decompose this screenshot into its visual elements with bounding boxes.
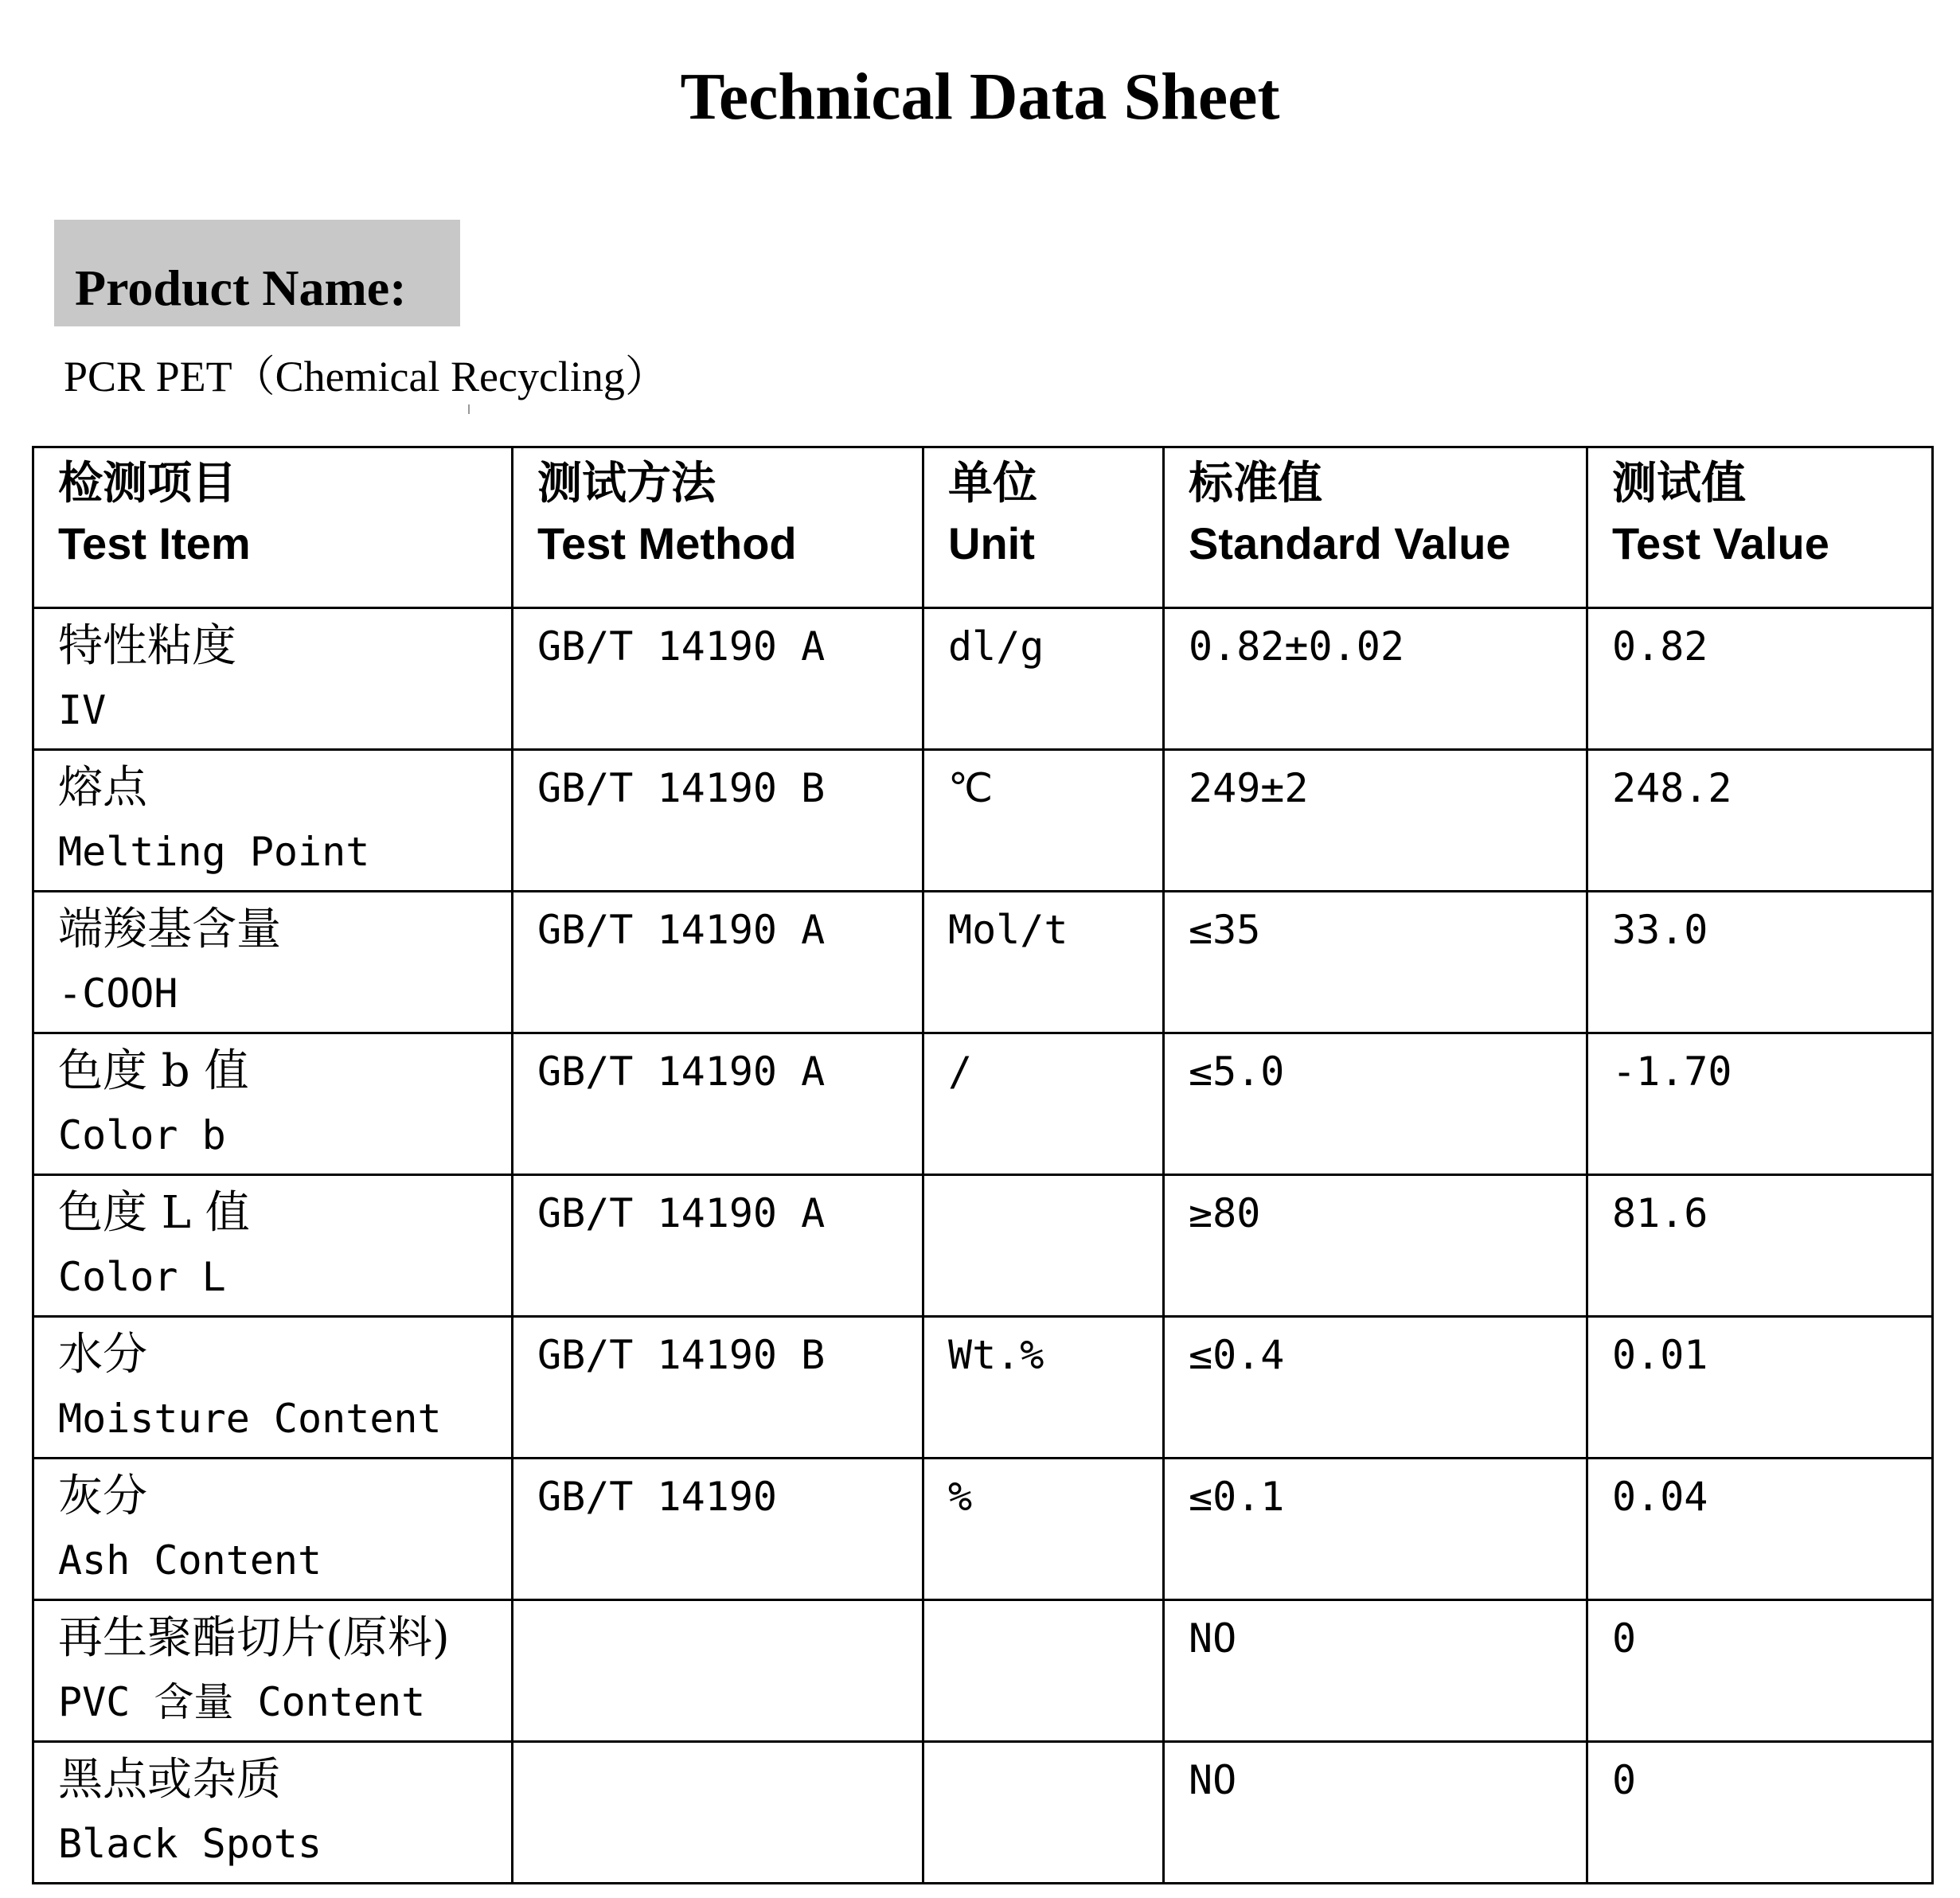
method-value: GB/T 14190 B	[537, 765, 826, 811]
table-header-row	[33, 447, 1933, 608]
cell-standard-value	[1164, 1742, 1587, 1884]
cell-test-item	[33, 1600, 513, 1742]
header-cn-label: 单位	[948, 458, 1037, 510]
cell-test-method	[513, 1317, 923, 1459]
header-en-label: Standard Value	[1189, 518, 1511, 568]
item-cn-label: 色度 L 值	[58, 1187, 250, 1239]
cell-test-value	[1587, 1317, 1933, 1459]
cell-standard-value	[1164, 750, 1587, 892]
cell-test-item	[33, 1459, 513, 1600]
header-test-item	[33, 447, 513, 608]
cell-test-value	[1587, 1033, 1933, 1175]
cell-unit	[923, 1317, 1164, 1459]
unit-value: Mol/t	[948, 907, 1068, 953]
standard-value: ≤35	[1189, 907, 1261, 953]
page-title: Technical Data Sheet	[680, 60, 1280, 134]
header-cn-label: 标准值	[1189, 458, 1322, 510]
cell-unit	[923, 1742, 1164, 1884]
item-en-label: Black Spots	[58, 1821, 322, 1867]
test-value: 0	[1612, 1615, 1637, 1662]
header-en-label: Test Item	[58, 518, 251, 568]
cell-unit	[923, 1175, 1164, 1317]
table-row	[33, 1317, 1933, 1459]
header-cn-label: 测试值	[1612, 458, 1746, 510]
method-value: GB/T 14190 A	[537, 623, 826, 670]
cell-test-value	[1587, 1742, 1933, 1884]
standard-value: ≤0.1	[1189, 1474, 1285, 1520]
cell-test-item	[33, 608, 513, 750]
method-value: GB/T 14190 A	[537, 907, 826, 953]
test-value: 33.0	[1612, 907, 1708, 953]
item-en-label: -COOH	[58, 970, 178, 1017]
item-cn-label: 水分	[58, 1329, 147, 1381]
standard-value: NO	[1189, 1615, 1237, 1662]
cell-test-value	[1587, 1175, 1933, 1317]
cell-test-value	[1587, 1600, 1933, 1742]
method-value: GB/T 14190 A	[537, 1190, 826, 1236]
item-en-label: Ash Content	[58, 1537, 322, 1584]
table-row	[33, 892, 1933, 1033]
header-test-method	[513, 447, 923, 608]
technical-data-table	[32, 446, 1934, 1884]
standard-value: ≥80	[1189, 1190, 1261, 1236]
cell-test-item	[33, 1317, 513, 1459]
cell-standard-value	[1164, 608, 1587, 750]
cell-standard-value	[1164, 892, 1587, 1033]
table-row	[33, 608, 1933, 750]
item-en-label: Moisture Content	[58, 1396, 442, 1442]
cell-standard-value	[1164, 1175, 1587, 1317]
product-name-label: Product Name:	[75, 260, 407, 316]
cell-standard-value	[1164, 1459, 1587, 1600]
cell-test-item	[33, 1033, 513, 1175]
header-cn-label: 测试方法	[537, 458, 716, 510]
unit-value: /	[948, 1049, 973, 1095]
item-en-label: Color b	[58, 1112, 226, 1158]
product-name-value: PCR PET（Chemical Recycling）	[64, 353, 668, 400]
cell-test-method	[513, 608, 923, 750]
unit-value: %	[948, 1474, 973, 1520]
cell-test-method	[513, 750, 923, 892]
cell-test-method	[513, 892, 923, 1033]
cell-standard-value	[1164, 1033, 1587, 1175]
standard-value: 249±2	[1189, 765, 1309, 811]
table-row	[33, 750, 1933, 892]
test-value: 0	[1612, 1757, 1637, 1803]
cell-unit	[923, 608, 1164, 750]
standard-value: ≤0.4	[1189, 1332, 1285, 1378]
cell-unit	[923, 892, 1164, 1033]
test-value: 0.04	[1612, 1474, 1708, 1520]
item-en-label: Melting Point	[58, 829, 370, 875]
item-cn-label: 再生聚酯切片(原料)	[58, 1612, 450, 1664]
test-value: 0.82	[1612, 623, 1708, 670]
cell-test-value	[1587, 750, 1933, 892]
item-cn-label: 色度 b 值	[58, 1045, 249, 1097]
cell-test-method	[513, 1175, 923, 1317]
cell-test-item	[33, 750, 513, 892]
header-unit	[923, 447, 1164, 608]
cell-test-item	[33, 1175, 513, 1317]
item-cn-label: 黑点或杂质	[58, 1754, 281, 1806]
cell-test-item	[33, 1742, 513, 1884]
table-row	[33, 1600, 1933, 1742]
test-value: -1.70	[1612, 1049, 1732, 1095]
standard-value: 0.82±0.02	[1189, 623, 1404, 670]
cell-test-method	[513, 1459, 923, 1600]
cell-test-method	[513, 1742, 923, 1884]
header-test-value	[1587, 447, 1933, 608]
cell-test-method	[513, 1033, 923, 1175]
header-en-label: Test Method	[537, 518, 797, 568]
cell-test-value	[1587, 1459, 1933, 1600]
test-value: 0.01	[1612, 1332, 1708, 1378]
item-cn-label: 特性粘度	[58, 620, 236, 672]
item-cn-label: 熔点	[58, 762, 147, 814]
unit-value: ℃	[948, 765, 994, 811]
header-standard-value	[1164, 447, 1587, 608]
table-row	[33, 1175, 1933, 1317]
unit-value: dl/g	[948, 623, 1044, 670]
item-en-label: Color L	[58, 1254, 226, 1300]
item-cn-label: 灰分	[58, 1470, 147, 1522]
cell-standard-value	[1164, 1600, 1587, 1742]
method-value: GB/T 14190 B	[537, 1332, 826, 1378]
header-cn-label: 检测项目	[58, 458, 236, 510]
cell-test-method	[513, 1600, 923, 1742]
cell-test-item	[33, 892, 513, 1033]
table-row	[33, 1033, 1933, 1175]
test-value: 81.6	[1612, 1190, 1708, 1236]
item-en-label: IV	[58, 687, 107, 733]
item-cn-label: 端羧基含量	[58, 904, 281, 955]
cell-unit	[923, 1600, 1164, 1742]
unit-value: Wt.%	[948, 1332, 1044, 1378]
table-row	[33, 1459, 1933, 1600]
method-value: GB/T 14190	[537, 1474, 778, 1520]
header-en-label: Unit	[948, 518, 1035, 568]
cell-unit	[923, 1033, 1164, 1175]
header-en-label: Test Value	[1612, 518, 1829, 568]
standard-value: ≤5.0	[1189, 1049, 1285, 1095]
product-name-label-box	[54, 220, 460, 326]
method-value: GB/T 14190 A	[537, 1049, 826, 1095]
test-value: 248.2	[1612, 765, 1732, 811]
stray-tick-mark	[468, 404, 470, 414]
cell-test-value	[1587, 608, 1933, 750]
table-row	[33, 1742, 1933, 1884]
cell-test-value	[1587, 892, 1933, 1033]
item-en-label: PVC 含量 Content	[58, 1679, 426, 1725]
cell-standard-value	[1164, 1317, 1587, 1459]
cell-unit	[923, 1459, 1164, 1600]
standard-value: NO	[1189, 1757, 1237, 1803]
cell-unit	[923, 750, 1164, 892]
